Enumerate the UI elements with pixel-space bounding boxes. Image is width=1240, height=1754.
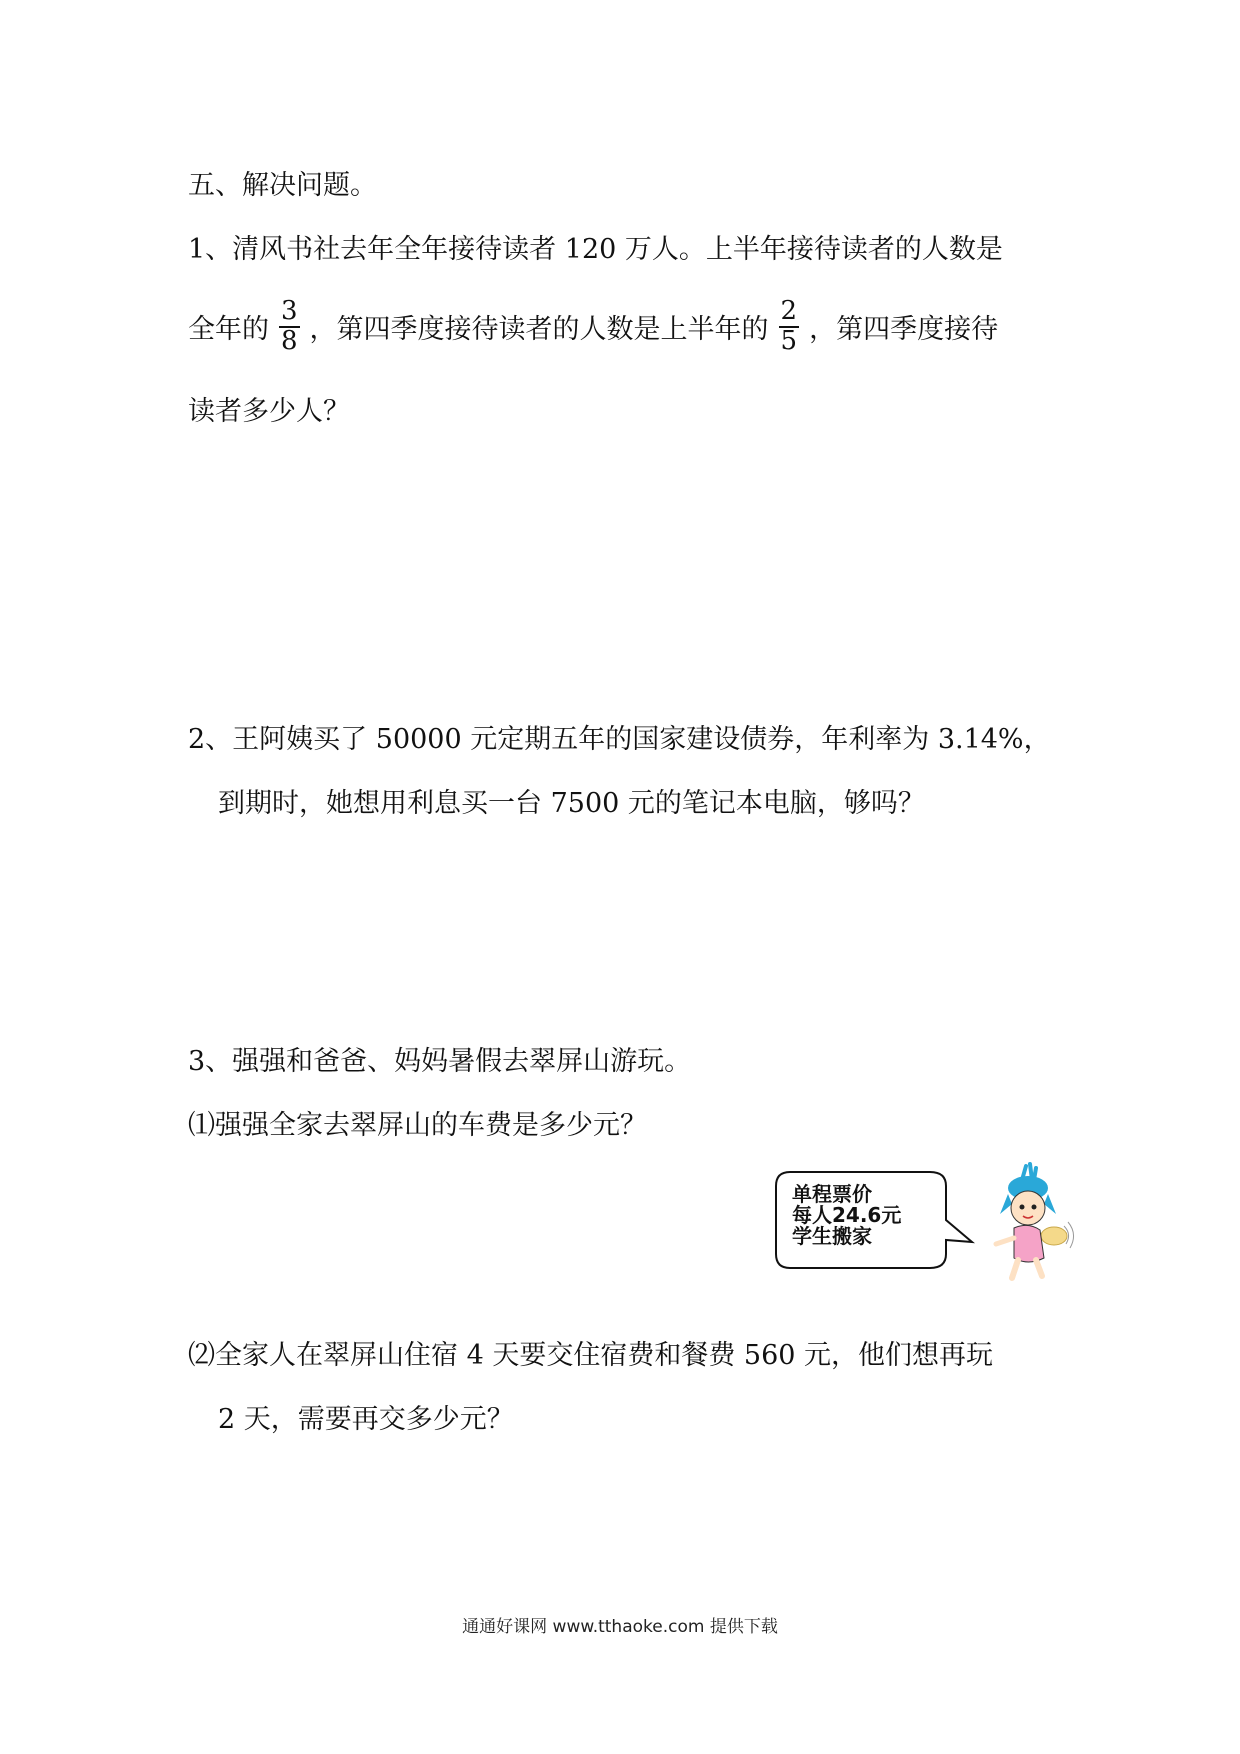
fraction-2-denominator: 5 [780, 325, 798, 356]
fraction-1-numerator: 3 [281, 296, 298, 327]
q2-line-1: 2、王阿姨买了 50000 元定期五年的国家建设债券，年利率为 3.14%， [188, 724, 1051, 755]
fraction-two-fifths [779, 298, 800, 355]
q1-line-2 [188, 296, 999, 360]
q1-line-2-part-c: ，第四季度接待 [809, 314, 999, 345]
q3-sub1: ⑴强强全家去翠屏山的车费是多少元？ [188, 1110, 647, 1141]
fraction-three-eighths [279, 298, 300, 355]
fraction-2-numerator: 2 [780, 296, 798, 327]
bubble-line-3: 学生搬家 [792, 1224, 872, 1248]
section-title: 五、解决问题。 [188, 170, 377, 201]
bubble-line-1: 单程票价 [792, 1182, 872, 1206]
q3-sub2-line-2: 2 天，需要再交多少元？ [218, 1404, 514, 1435]
bubble-line-2: 每人24.6元 [792, 1203, 902, 1227]
fairy-girl-illustration [978, 1158, 1078, 1288]
q1-line-1: 1、清风书社去年全年接待读者 120 万人。上半年接待读者的人数是 [188, 234, 1003, 265]
q3-sub2-line-1: ⑵全家人在翠屏山住宿 4 天要交住宿费和餐费 560 元，他们想再玩 [188, 1340, 994, 1371]
bubble-text [792, 1184, 901, 1247]
q3-intro: 3、强强和爸爸、妈妈暑假去翠屏山游玩。 [188, 1046, 692, 1077]
q1-line-2-part-b: ，第四季度接待读者的人数是上半年的 [309, 314, 769, 345]
q1-line-2-part-a: 全年的 [188, 314, 269, 345]
footer-credit: 通通好课网 www.tthaoke.com 提供下载 [462, 1617, 778, 1637]
q1-line-3: 读者多少人？ [188, 396, 350, 427]
q2-line-2: 到期时，她想用利息买一台 7500 元的笔记本电脑，够吗？ [218, 788, 925, 819]
fraction-1-denominator: 8 [281, 325, 298, 356]
